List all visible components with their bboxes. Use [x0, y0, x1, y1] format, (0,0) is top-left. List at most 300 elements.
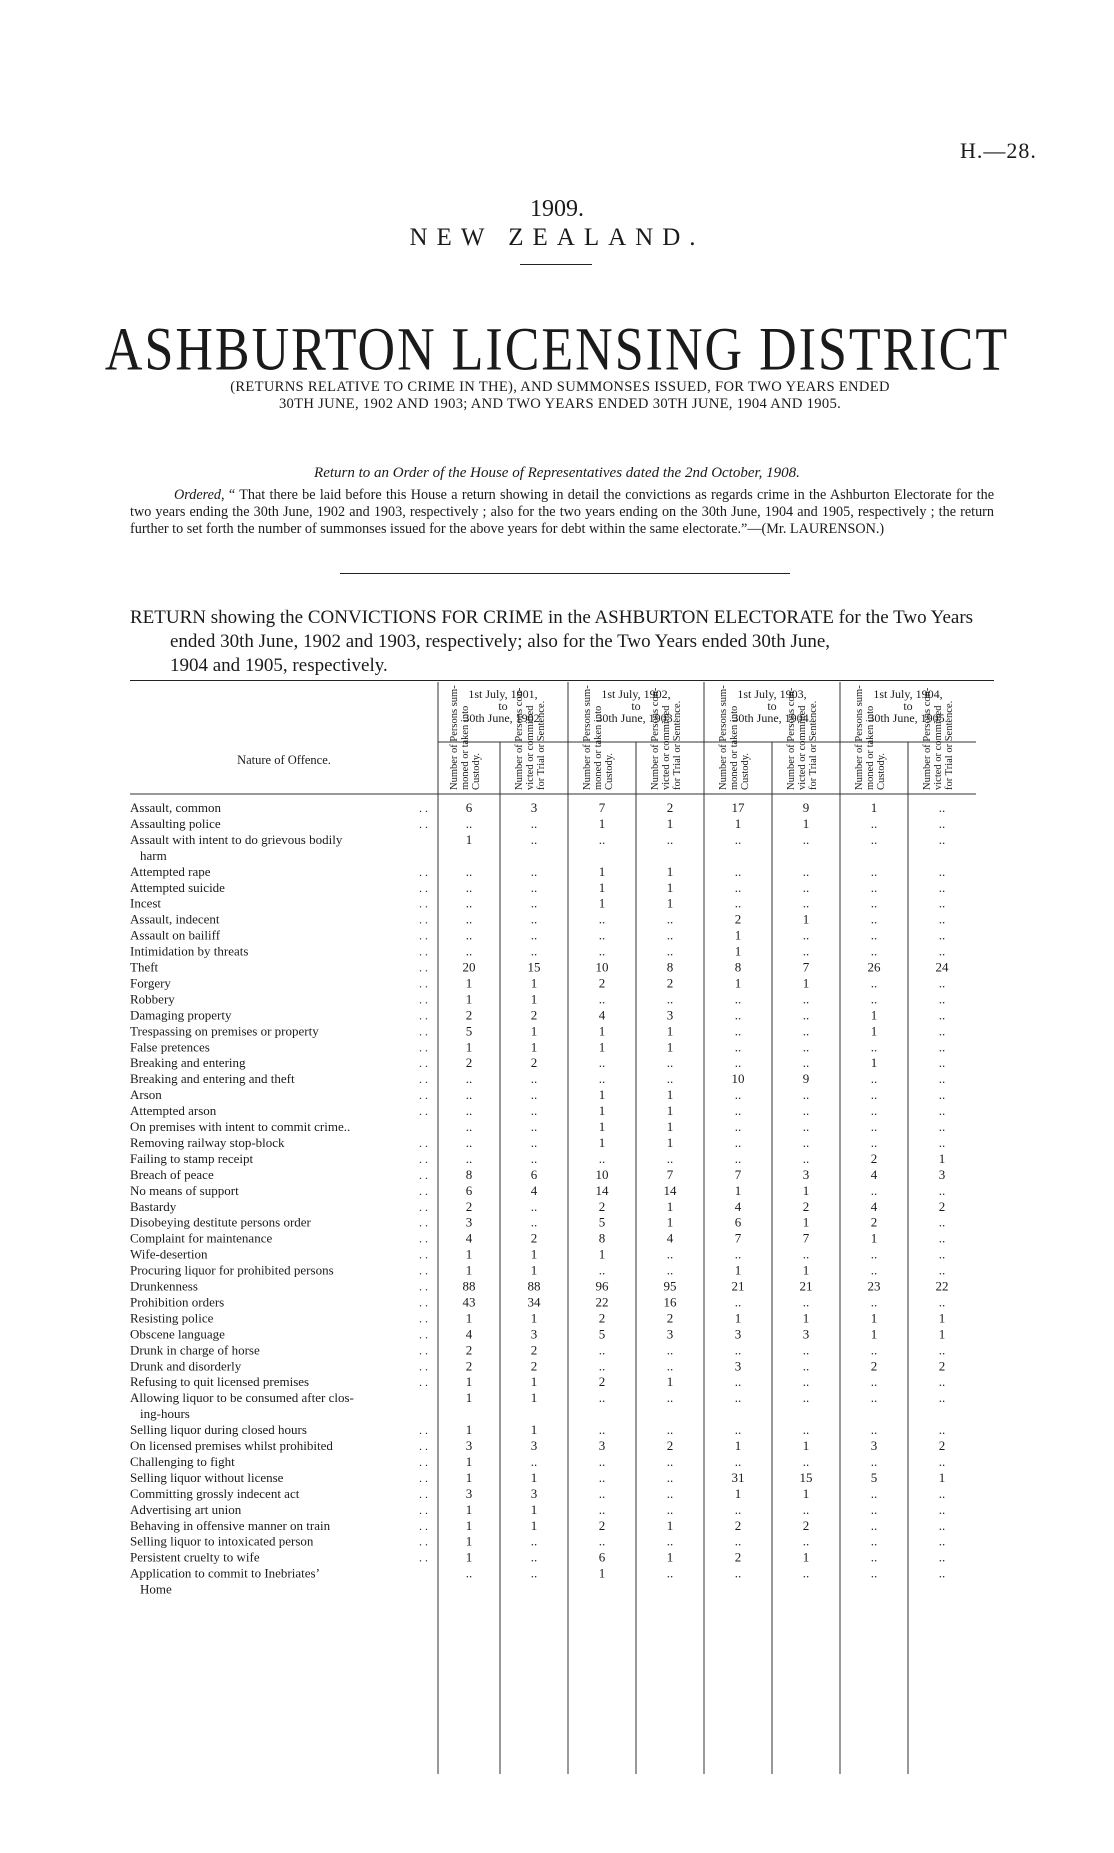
table-cell: .. [666, 1533, 674, 1549]
table-cell: 1 [598, 1103, 606, 1119]
offence-name: Intimidation by threats [130, 943, 249, 959]
offence-name: Bastardy [130, 1198, 177, 1214]
offence-name: Selling liquor during closed hours [130, 1422, 307, 1438]
table-cell: .. [938, 943, 946, 959]
table-cell: 2 [465, 1358, 473, 1374]
offence-name: ing-hours [140, 1406, 190, 1422]
table-cell: .. [530, 1103, 538, 1119]
table-top-rule [130, 680, 994, 681]
table-cell: 1 [530, 1501, 538, 1517]
table-cell: .. [802, 1087, 810, 1103]
table-cell: .. [870, 895, 878, 911]
table-cell: .. [802, 1119, 810, 1134]
table-cell: .. [938, 911, 946, 927]
table-cell: .. [938, 1119, 946, 1134]
table-cell: 1 [734, 943, 742, 959]
offence-name: Breach of peace [130, 1166, 214, 1182]
table-cell: .. [938, 1533, 946, 1549]
leader-dots: . . [419, 1167, 428, 1182]
table-cell: .. [666, 1262, 674, 1278]
table-cell: 6 [465, 1182, 473, 1198]
table-cell: .. [802, 895, 810, 911]
table-cell: .. [870, 1087, 878, 1103]
table-cell: 1 [802, 1262, 810, 1278]
table-cell: 4 [465, 1326, 473, 1342]
table-cell: 2 [734, 1517, 742, 1533]
table-cell: 6 [598, 1549, 606, 1565]
table-cell: .. [666, 1390, 674, 1406]
table-cell: 4 [734, 1198, 742, 1214]
table-cell: .. [870, 1294, 878, 1310]
table-cell: .. [598, 1150, 606, 1166]
table-cell: 2 [530, 1342, 538, 1358]
table-cell: .. [465, 895, 473, 911]
table-cell: .. [802, 1501, 810, 1517]
table-cell: 1 [734, 815, 742, 831]
table-cell: 1 [598, 1246, 606, 1262]
table-heading-line: RETURN showing the CONVICTIONS FOR CRIME in the ASHBURTON ELECTORATE for the Two Years [130, 607, 974, 628]
table-cell: 1 [530, 1422, 538, 1438]
period-header-line: to [903, 699, 913, 713]
table-cell: 34 [527, 1294, 541, 1310]
table-cell: .. [734, 1119, 742, 1134]
table-cell: .. [734, 831, 742, 847]
table-cell: .. [870, 1103, 878, 1119]
offence-name: Removing railway stop-block [130, 1134, 285, 1150]
table-cell: .. [598, 1469, 606, 1485]
leader-dots: . . [419, 1056, 428, 1071]
leader-dots: . . [419, 1454, 428, 1469]
table-cell: 8 [598, 1230, 606, 1246]
table-cell: .. [938, 1453, 946, 1469]
table-cell: .. [734, 1055, 742, 1071]
table-cell: .. [938, 1565, 946, 1581]
table-cell: 1 [938, 1469, 946, 1485]
leader-dots: . . [419, 1359, 428, 1374]
table-cell: .. [465, 1087, 473, 1103]
offence-name: Robbery [130, 991, 175, 1007]
table-cell: .. [666, 1469, 674, 1485]
column-subheader-line: moned or taken into [460, 705, 471, 790]
table-cell: 23 [867, 1278, 881, 1294]
leader-dots: . . [419, 1518, 428, 1533]
leader-dots: . . [419, 928, 428, 943]
table-cell: .. [734, 1565, 742, 1581]
column-subheader-line: for Trial or Sentence. [944, 700, 955, 790]
table-cell: 1 [465, 1453, 473, 1469]
table-cell: 10 [595, 959, 609, 975]
period-header-line: 30th June, 1905. [868, 711, 948, 725]
table-cell: 96 [595, 1278, 609, 1294]
offence-name: Disobeying destitute persons order [130, 1214, 311, 1230]
table-cell: 2 [802, 1198, 810, 1214]
table-cell: 2 [666, 1438, 674, 1453]
table-cell: .. [870, 943, 878, 959]
table-cell: 1 [734, 1438, 742, 1453]
subtitle [130, 379, 990, 413]
column-subheader-line: Custody. [740, 753, 751, 790]
table-cell: 7 [666, 1166, 674, 1182]
column-subheader-line: victed or committed [525, 705, 536, 790]
table-cell: 1 [666, 895, 674, 911]
table-cell: .. [598, 943, 606, 959]
table-cell: .. [870, 1246, 878, 1262]
table-cell: 1 [530, 1310, 538, 1326]
table-cell: .. [734, 991, 742, 1007]
offence-name: Committing grossly indecent act [130, 1485, 300, 1501]
table-cell: 2 [734, 911, 742, 927]
leader-dots: . . [419, 1375, 428, 1390]
table-cell: .. [598, 1390, 606, 1406]
offence-name: Obscene language [130, 1326, 225, 1342]
table-cell: .. [938, 1422, 946, 1438]
table-cell: 2 [734, 1549, 742, 1565]
offence-name: Resisting police [130, 1310, 214, 1326]
table-cell: 1 [666, 1039, 674, 1055]
table-cell: 1 [666, 1119, 674, 1134]
table-cell: 1 [530, 1023, 538, 1039]
table-cell: 1 [465, 1469, 473, 1485]
offence-name: Wife-desertion [130, 1246, 208, 1262]
ordered-paragraph [130, 487, 994, 539]
table-cell: 2 [465, 1055, 473, 1071]
table-heading-line: ended 30th June, 1902 and 1903, respectively; also for the Two Years ended 30th June, [170, 631, 831, 652]
column-subheader-line: Custody. [876, 753, 887, 790]
table-cell: .. [465, 815, 473, 831]
table-cell: .. [598, 1071, 606, 1087]
table-cell: .. [666, 943, 674, 959]
table-cell: .. [938, 1039, 946, 1055]
period-header-line: 1st July, 1904, [873, 687, 943, 701]
table-cell: .. [870, 1565, 878, 1581]
table-cell: 2 [870, 1358, 878, 1374]
table-cell: .. [530, 1119, 538, 1134]
table-cell: .. [465, 1103, 473, 1119]
offence-name: Damaging property [130, 1007, 232, 1023]
table-cell: 2 [598, 1198, 606, 1214]
table-cell: .. [530, 1071, 538, 1087]
table-cell: .. [870, 1485, 878, 1501]
table-cell: .. [870, 831, 878, 847]
table-cell: 2 [870, 1150, 878, 1166]
table-cell: 3 [802, 1326, 810, 1342]
main-title: ASHBURTON LICENSING DISTRICT [104, 316, 1010, 384]
table-cell: 1 [666, 1549, 674, 1565]
offence-name: Persistent cruelty to wife [130, 1549, 260, 1565]
table-cell: .. [802, 1358, 810, 1374]
table-cell: 1 [666, 1103, 674, 1119]
column-subheader-line: Number of Persons con- [786, 687, 797, 790]
table-cell: 2 [465, 1342, 473, 1358]
table-cell: .. [734, 1533, 742, 1549]
leader-dots: . . [419, 1343, 428, 1358]
column-subheader-line: moned or taken into [729, 705, 740, 790]
table-cell: .. [598, 911, 606, 927]
table-cell: .. [734, 879, 742, 895]
table-cell: 3 [734, 1358, 742, 1374]
table-cell: 31 [731, 1469, 745, 1485]
table-cell: 3 [465, 1438, 473, 1453]
offence-name: Drunk in charge of horse [130, 1342, 260, 1358]
ordered-word: Ordered, [174, 487, 225, 503]
leader-dots: . . [419, 960, 428, 975]
table-cell: 1 [802, 911, 810, 927]
table-cell: 1 [666, 815, 674, 831]
table-cell: 1 [666, 1023, 674, 1039]
table-heading [130, 606, 994, 678]
table-cell: 1 [465, 1246, 473, 1262]
table-cell: 1 [666, 1374, 674, 1390]
table-cell: 5 [598, 1326, 606, 1342]
leader-dots: . . [419, 864, 428, 879]
table-cell: .. [465, 879, 473, 895]
leader-dots: . . [419, 1470, 428, 1485]
table-cell: 1 [666, 1517, 674, 1533]
table-cell: 3 [734, 1326, 742, 1342]
table-cell: 22 [595, 1294, 609, 1310]
table-cell: .. [870, 1549, 878, 1565]
column-subheader-line: Number of Persons con- [514, 687, 525, 790]
table-cell: .. [870, 1533, 878, 1549]
table-cell: 1 [802, 975, 810, 991]
table-cell: 2 [598, 975, 606, 991]
table-cell: 1 [734, 1310, 742, 1326]
table-cell: 8 [465, 1166, 473, 1182]
table-cell: .. [938, 1390, 946, 1406]
table-cell: .. [734, 1246, 742, 1262]
table-cell: 1 [870, 1055, 878, 1071]
table-cell: .. [938, 863, 946, 879]
table-cell: 1 [802, 1214, 810, 1230]
table-cell: .. [598, 1342, 606, 1358]
period-header-line: to [767, 699, 777, 713]
table-cell: 2 [938, 1198, 946, 1214]
table-cell: 3 [666, 1007, 674, 1023]
offence-name: Prohibition orders [130, 1294, 225, 1310]
table-cell: 14 [663, 1182, 677, 1198]
table-cell: .. [802, 927, 810, 943]
table-cell: 1 [530, 1390, 538, 1406]
table-cell: .. [938, 1485, 946, 1501]
column-subheader-line: Custody. [471, 753, 482, 790]
table-cell: 1 [465, 975, 473, 991]
table-cell: 7 [598, 800, 606, 815]
leader-dots: . . [419, 1486, 428, 1501]
leader-dots: . . [419, 1231, 428, 1246]
table-cell: .. [802, 1533, 810, 1549]
table-cell: 1 [465, 1501, 473, 1517]
table-cell: .. [598, 927, 606, 943]
offence-name: On premises with intent to commit crime.. [130, 1119, 351, 1134]
table-cell: .. [802, 1374, 810, 1390]
table-cell: 6 [465, 800, 473, 815]
offence-name: Arson [130, 1087, 162, 1103]
table-cell: 3 [598, 1438, 606, 1453]
table-cell: 3 [530, 1485, 538, 1501]
column-subheader-line: victed or committed [661, 705, 672, 790]
offence-name: On licensed premises whilst prohibited [130, 1438, 333, 1453]
table-cell: 88 [462, 1278, 476, 1294]
table-cell: .. [666, 1071, 674, 1087]
table-cell: .. [938, 1246, 946, 1262]
table-cell: 1 [734, 1262, 742, 1278]
table-cell: .. [465, 911, 473, 927]
table-cell: .. [802, 1039, 810, 1055]
table-cell: .. [802, 863, 810, 879]
offence-name: Attempted rape [130, 863, 211, 879]
table-cell: 24 [935, 959, 949, 975]
table-cell: 1 [465, 1533, 473, 1549]
table-cell: .. [870, 1182, 878, 1198]
table-cell: 1 [465, 831, 473, 847]
table-cell: .. [530, 863, 538, 879]
table-cell: .. [530, 879, 538, 895]
table-cell: 16 [663, 1294, 677, 1310]
table-cell: 3 [938, 1166, 946, 1182]
leader-dots: . . [419, 992, 428, 1007]
offence-name: Refusing to quit licensed premises [130, 1374, 310, 1390]
table-cell: 1 [870, 800, 878, 815]
table-cell: .. [465, 1119, 473, 1134]
period-header-line: 1st July, 1901, [468, 687, 538, 701]
table-cell: .. [530, 1150, 538, 1166]
column-subheader-line: Number of Persons con- [922, 687, 933, 790]
table-cell: 1 [666, 1214, 674, 1230]
table-cell: 1 [530, 1374, 538, 1390]
table-cell: 1 [598, 815, 606, 831]
table-cell: .. [870, 1517, 878, 1533]
table-cell: .. [938, 1214, 946, 1230]
offence-name: Trespassing on premises or property [130, 1023, 319, 1039]
table-cell: 20 [462, 959, 476, 975]
column-subheader-line: moned or taken into [593, 705, 604, 790]
table-cell: 7 [734, 1166, 742, 1182]
table-cell: 3 [530, 1438, 538, 1453]
table-cell: .. [938, 1023, 946, 1039]
table-cell: 1 [598, 1023, 606, 1039]
table-cell: 9 [802, 1071, 810, 1087]
offence-name: Failing to stamp receipt [130, 1150, 254, 1166]
table-cell: 1 [666, 1198, 674, 1214]
table-cell: 1 [598, 863, 606, 879]
table-cell: .. [530, 943, 538, 959]
table-cell: 2 [666, 975, 674, 991]
table-cell: .. [870, 1501, 878, 1517]
leader-dots: . . [419, 976, 428, 991]
table-cell: 1 [530, 1262, 538, 1278]
table-cell: .. [530, 927, 538, 943]
table-cell: .. [802, 1055, 810, 1071]
table-cell: .. [938, 1294, 946, 1310]
table-cell: 9 [802, 800, 810, 815]
table-cell: 5 [598, 1214, 606, 1230]
table-cell: .. [666, 1422, 674, 1438]
table-cell: .. [938, 1007, 946, 1023]
table-cell: .. [530, 895, 538, 911]
table-cell: .. [870, 815, 878, 831]
offence-name: Drunkenness [130, 1278, 198, 1294]
table-cell: 2 [666, 800, 674, 815]
table-cell: .. [938, 1087, 946, 1103]
table-cell: .. [666, 1501, 674, 1517]
table-cell: 1 [734, 1485, 742, 1501]
table-cell: 3 [666, 1326, 674, 1342]
table-cell: .. [530, 1533, 538, 1549]
period-header-line: to [498, 699, 508, 713]
table-cell: .. [938, 1517, 946, 1533]
offence-name: False pretences [130, 1039, 210, 1055]
leader-dots: . . [419, 1215, 428, 1230]
table-cell: .. [598, 831, 606, 847]
table-cell: .. [938, 1374, 946, 1390]
leader-dots: . . [419, 1072, 428, 1087]
column-subheader-line: Number of Persons con- [650, 687, 661, 790]
table-cell: 1 [530, 1469, 538, 1485]
table-cell: 3 [465, 1485, 473, 1501]
divider-rule [520, 264, 592, 265]
table-cell: 1 [465, 1422, 473, 1438]
table-cell: .. [938, 831, 946, 847]
offence-name: Incest [130, 895, 162, 911]
table-cell: .. [938, 1055, 946, 1071]
column-subheader-line: Custody. [604, 753, 615, 790]
subtitle-line: (RETURNS RELATIVE TO CRIME IN THE), AND SUMMONSES ISSUED, FOR TWO YEARS ENDED [230, 379, 890, 395]
table-cell: 1 [666, 1087, 674, 1103]
table-cell: .. [734, 1422, 742, 1438]
table-cell: 1 [598, 1565, 606, 1581]
table-cell: 2 [938, 1358, 946, 1374]
table-cell: 2 [666, 1310, 674, 1326]
table-cell: 15 [527, 959, 541, 975]
table-cell: .. [870, 911, 878, 927]
table-cell: .. [666, 1342, 674, 1358]
table-cell: 88 [527, 1278, 541, 1294]
table-cell: .. [734, 1453, 742, 1469]
column-subheader-line: Number of Persons sum- [582, 685, 593, 790]
column-subheader-line: victed or committed [933, 705, 944, 790]
table-cell: 1 [530, 1517, 538, 1533]
table-cell: .. [598, 1358, 606, 1374]
table-cell: 1 [734, 975, 742, 991]
return-order-line: Return to an Order of the House of Representatives dated the 2nd October, 1908. [314, 465, 800, 481]
table-cell: .. [938, 1182, 946, 1198]
table-cell: .. [734, 1007, 742, 1023]
convictions-table-svg [130, 682, 994, 1774]
table-cell: .. [530, 1453, 538, 1469]
table-cell: .. [802, 1294, 810, 1310]
table-cell: .. [870, 1262, 878, 1278]
offence-name: Advertising art union [130, 1501, 242, 1517]
table-cell: .. [530, 1565, 538, 1581]
table-cell: .. [465, 927, 473, 943]
table-cell: .. [465, 1150, 473, 1166]
table-cell: 3 [465, 1214, 473, 1230]
table-cell: 2 [598, 1374, 606, 1390]
table-cell: .. [598, 1055, 606, 1071]
leader-dots: . . [419, 1104, 428, 1119]
table-cell: 1 [870, 1023, 878, 1039]
table-cell: .. [938, 895, 946, 911]
table-cell: .. [530, 1549, 538, 1565]
offence-name: Assault with intent to do grievous bodily [130, 831, 343, 847]
table-cell: .. [938, 879, 946, 895]
leader-dots: . . [419, 1088, 428, 1103]
table-cell: 5 [870, 1469, 878, 1485]
leader-dots: . . [419, 896, 428, 911]
table-cell: .. [938, 1501, 946, 1517]
table-cell: .. [802, 1023, 810, 1039]
table-cell: .. [734, 1374, 742, 1390]
